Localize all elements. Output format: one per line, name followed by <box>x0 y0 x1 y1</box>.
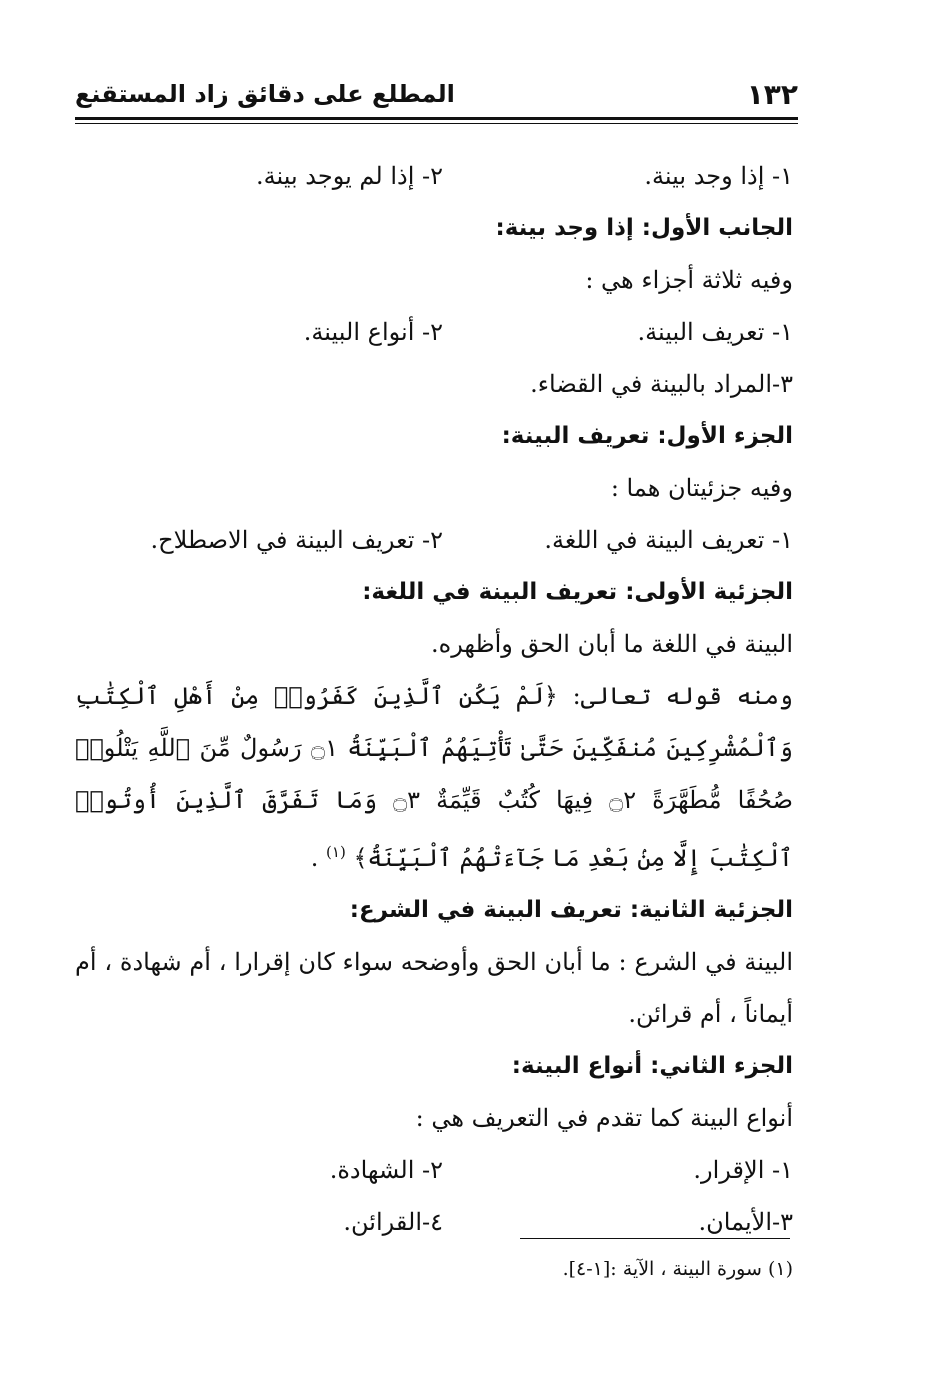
section-heading: الجزء الثاني: أنواع البينة: <box>511 1053 793 1079</box>
list-item: ٢- إذا لم يوجد بينة. <box>256 162 443 190</box>
quran-quote-paragraph <box>75 670 793 884</box>
footnote-rule <box>520 1238 790 1239</box>
page-body <box>75 150 793 1248</box>
header-rule-thin <box>75 123 798 124</box>
list-item: ١- الإقرار. <box>693 1156 793 1184</box>
paragraph: البينة في الشرع : ما أبان الحق وأوضحه سواء كان إقرارا ، أم شهادة ، أم أيماناً ، أم قرائن. <box>75 948 793 1028</box>
page-header <box>75 78 798 118</box>
quran-quote: ومنه قوله تعالى: ﴿لَمْ يَكُنِ ٱلَّذِينَ كَفَرُوا۟ مِنْ أَهْلِ ٱلْكِتَٰبِ وَٱلْمُشْرِكِينَ مُنفَكِّينَ حَتَّىٰ تَأْتِيَهُمُ ٱلْبَيِّنَةُ ۝١ رَسُولٌ مِّنَ ٱللَّهِ يَتْلُوا۟ صُحُفًا مُّطَهَّرَةً ۝٢ فِيهَا كُتُبٌ قَيِّمَةٌ ۝٣ وَمَا تَفَرَّقَ ٱلَّذِينَ أُوتُوا۟ ٱلْكِتَٰبَ إِلَّا مِنۢ بَعْدِ مَا جَآءَتْهُمُ ٱلْبَيِّنَةُ﴾ <box>75 682 793 872</box>
list-item: ٣-المراد بالبينة في القضاء. <box>530 370 793 398</box>
paragraph: وفيه جزئيتان هما : <box>610 474 793 502</box>
page-number: ١٣٢ <box>746 78 798 111</box>
list-item: ٢- أنواع البينة. <box>303 318 443 346</box>
list-row <box>75 150 793 202</box>
footnote-marker: (١) <box>326 843 346 861</box>
paragraph: وفيه ثلاثة أجزاء هي : <box>585 266 793 294</box>
list-row <box>75 1196 793 1248</box>
list-item: ١- إذا وجد بينة. <box>644 162 793 190</box>
paragraph: أنواع البينة كما تقدم في التعريف هي : <box>415 1104 793 1132</box>
list-item: ٢- الشهادة. <box>329 1156 443 1184</box>
header-rule-thick <box>75 117 798 120</box>
list-item: ٤-القرائن. <box>343 1208 443 1236</box>
section-heading: الجزئية الأولى: تعريف البينة في اللغة: <box>362 579 793 605</box>
sentence-end: . <box>310 844 319 872</box>
section-heading: الجانب الأول: إذا وجد بينة: <box>495 215 793 241</box>
list-row <box>75 306 793 358</box>
running-title: المطلع على دقائق زاد المستقنع <box>75 80 455 108</box>
section-heading: الجزئية الثانية: تعريف البينة في الشرع: <box>349 897 793 923</box>
list-row <box>75 1144 793 1196</box>
section-heading: الجزء الأول: تعريف البينة: <box>501 423 793 449</box>
list-row <box>75 514 793 566</box>
list-item: ١- تعريف البينة في اللغة. <box>544 526 793 554</box>
list-item: ٣-الأيمان. <box>698 1208 793 1236</box>
paragraph: البينة في اللغة ما أبان الحق وأظهره. <box>430 630 793 658</box>
footnote: (١) سورة البينة ، الآية :[١-٤]. <box>562 1258 793 1280</box>
list-item: ٢- تعريف البينة في الاصطلاح. <box>150 526 443 554</box>
list-item: ١- تعريف البينة. <box>637 318 793 346</box>
